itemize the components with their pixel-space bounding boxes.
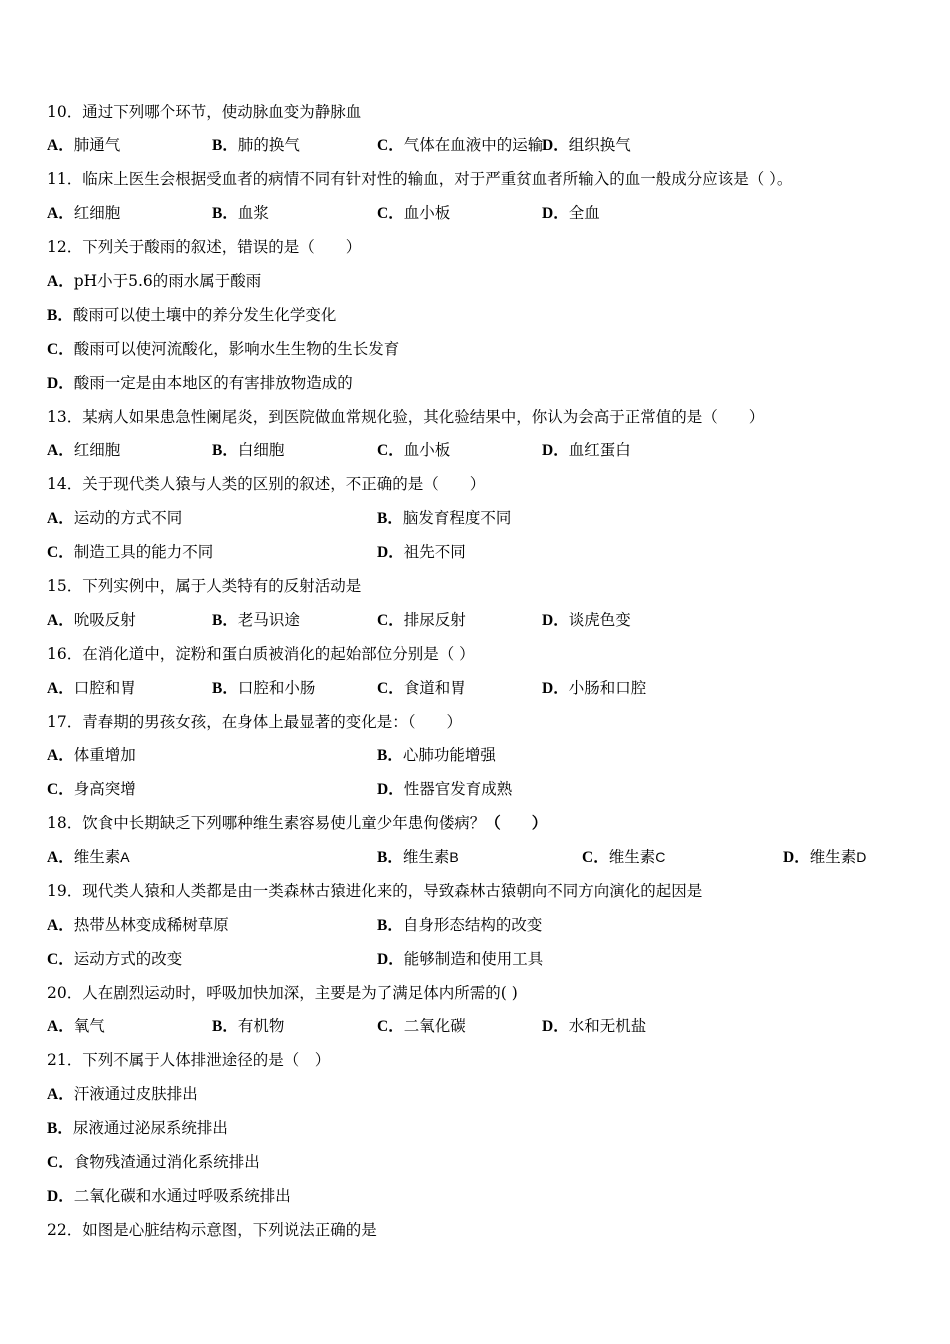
option-b[interactable]: B．有机物 [212, 1017, 285, 1035]
option-d[interactable]: D．血红蛋白 [542, 441, 631, 459]
option-a[interactable]: A．汗液通过皮肤排出 [47, 1085, 198, 1103]
option-d[interactable]: D．全血 [542, 204, 600, 222]
option-a[interactable]: A．氧气 [47, 1017, 105, 1035]
option-d[interactable]: D．谈虎色变 [542, 611, 631, 629]
question-21-stem: 21．下列不属于人体排泄途径的是（ ） [47, 1051, 331, 1069]
question-22-stem: 22．如图是心脏结构示意图，下列说法正确的是 [47, 1221, 377, 1239]
option-c[interactable]: C．排尿反射 [377, 611, 466, 629]
option-c[interactable]: C．二氧化碳 [377, 1017, 466, 1035]
option-d[interactable]: D．能够制造和使用工具 [377, 950, 544, 968]
option-c[interactable]: C．酸雨可以使河流酸化，影响水生生物的生长发育 [47, 340, 400, 358]
option-b[interactable]: B．肺的换气 [212, 136, 300, 154]
option-d[interactable]: D．小肠和口腔 [542, 679, 647, 697]
option-c[interactable]: C．运动方式的改变 [47, 950, 183, 968]
option-a[interactable]: A．维生素A [47, 848, 130, 866]
option-c[interactable]: C．身高突增 [47, 780, 136, 798]
question-11-stem: 11．临床上医生会根据受血者的病情不同有针对性的输血，对于严重贫血者所输入的血一般成分应该是（ ）。 [47, 170, 793, 188]
option-b[interactable]: B．维生素B [377, 848, 459, 866]
question-15-stem: 15．下列实例中，属于人类特有的反射活动是 [47, 577, 362, 595]
question-10-stem: 10．通过下列哪个环节，使动脉血变为静脉血 [47, 103, 362, 121]
option-b[interactable]: B．心肺功能增强 [377, 746, 496, 764]
option-b[interactable]: B．白细胞 [212, 441, 285, 459]
option-b[interactable]: B．老马识途 [212, 611, 300, 629]
question-20-stem: 20．人在剧烈运动时，呼吸加快加深，主要是为了满足体内所需的( ) [47, 984, 518, 1002]
option-d[interactable]: D．性器官发育成熟 [377, 780, 513, 798]
option-a[interactable]: A．体重增加 [47, 746, 136, 764]
option-a[interactable]: A．pH小于5.6的雨水属于酸雨 [47, 272, 262, 290]
option-c[interactable]: C．食道和胃 [377, 679, 466, 697]
option-c[interactable]: C．维生素C [582, 848, 666, 866]
option-b[interactable]: B．脑发育程度不同 [377, 509, 512, 527]
option-a[interactable]: A．口腔和胃 [47, 679, 136, 697]
option-d[interactable]: D．祖先不同 [377, 543, 466, 561]
option-a[interactable]: A．吮吸反射 [47, 611, 136, 629]
option-c[interactable]: C．制造工具的能力不同 [47, 543, 214, 561]
option-d[interactable]: D．二氧化碳和水通过呼吸系统排出 [47, 1187, 291, 1205]
question-12-stem: 12．下列关于酸雨的叙述，错误的是（ ） [47, 238, 362, 256]
option-c[interactable]: C．气体在血液中的运输 [377, 136, 544, 154]
option-d[interactable]: D．维生素D [783, 848, 867, 866]
question-18-stem: 18．饮食中长期缺乏下列哪种维生素容易使儿童少年患佝偻病？（ ） [47, 814, 548, 832]
option-d[interactable]: D．酸雨一定是由本地区的有害排放物造成的 [47, 374, 353, 392]
question-19-stem: 19．现代类人猿和人类都是由一类森林古猿进化来的，导致森林古猿朝向不同方向演化的起因是 [47, 882, 703, 900]
option-b[interactable]: B．口腔和小肠 [212, 679, 316, 697]
option-b[interactable]: B．自身形态结构的改变 [377, 916, 543, 934]
option-b[interactable]: B．尿液通过泌尿系统排出 [47, 1119, 228, 1137]
option-a[interactable]: A．红细胞 [47, 441, 121, 459]
option-c[interactable]: C．食物残渣通过消化系统排出 [47, 1153, 260, 1171]
option-a[interactable]: A．热带丛林变成稀树草原 [47, 916, 229, 934]
option-b[interactable]: B．血浆 [212, 204, 269, 222]
option-d[interactable]: D．水和无机盐 [542, 1017, 647, 1035]
question-14-stem: 14．关于现代类人猿与人类的区别的叙述，不正确的是（ ） [47, 475, 486, 493]
question-13-stem: 13．某病人如果患急性阑尾炎，到医院做血常规化验，其化验结果中，你认为会高于正常值的是（ ） [47, 408, 765, 426]
option-a[interactable]: A．红细胞 [47, 204, 121, 222]
option-b[interactable]: B．酸雨可以使土壤中的养分发生化学变化 [47, 306, 337, 324]
option-a[interactable]: A．肺通气 [47, 136, 121, 154]
question-17-stem: 17．青春期的男孩女孩，在身体上最显著的变化是：（ ） [47, 713, 462, 731]
option-c[interactable]: C．血小板 [377, 441, 451, 459]
option-c[interactable]: C．血小板 [377, 204, 451, 222]
question-16-stem: 16．在消化道中，淀粉和蛋白质被消化的起始部位分别是（ ） [47, 645, 475, 663]
option-a[interactable]: A．运动的方式不同 [47, 509, 183, 527]
option-d[interactable]: D．组织换气 [542, 136, 631, 154]
